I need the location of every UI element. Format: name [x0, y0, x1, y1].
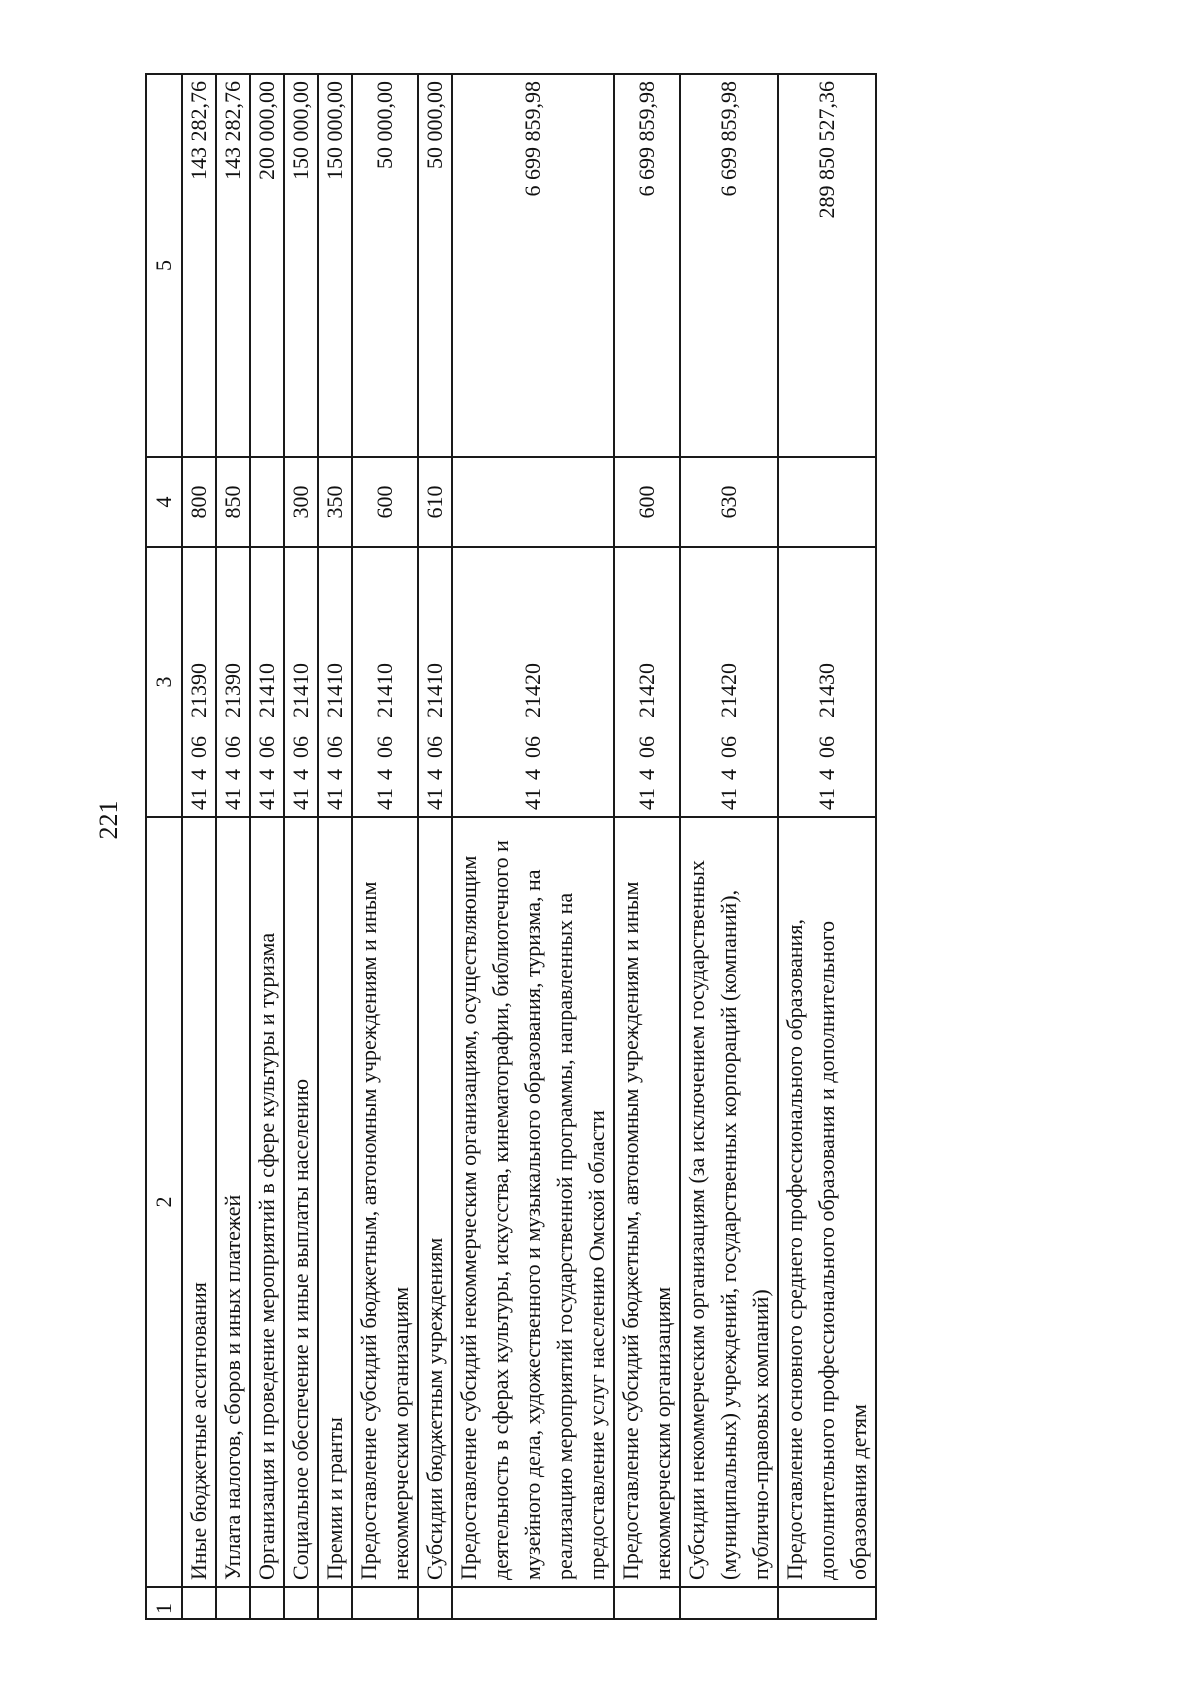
table-row [216, 74, 250, 1619]
row-kvr: 800 [182, 457, 216, 547]
code-part: 41 [634, 788, 659, 810]
code-part: 4 [220, 769, 245, 780]
row-code [318, 547, 352, 817]
code-part: 06 [220, 736, 245, 758]
row-code [250, 547, 284, 817]
row-amount: 150 000,00 [284, 74, 318, 457]
row-amount: 143 282,76 [182, 74, 216, 457]
row-code [216, 547, 250, 817]
row-amount: 200 000,00 [250, 74, 284, 457]
row-kvr: 630 [680, 457, 778, 547]
code-part: 41 [814, 788, 839, 810]
row-kvr [452, 457, 614, 547]
row-amount: 50 000,00 [352, 74, 418, 457]
code-part: 21390 [220, 663, 245, 718]
row-index-cell [614, 1587, 680, 1619]
row-name: Организация и проведение мероприятий в сфере культуры и туризма [250, 817, 284, 1587]
row-index-cell [778, 1587, 876, 1619]
row-amount: 6 699 859,98 [680, 74, 778, 457]
row-amount: 150 000,00 [318, 74, 352, 457]
code-part: 4 [322, 769, 347, 780]
code-part: 06 [186, 736, 211, 758]
code-part: 41 [254, 788, 279, 810]
code-part: 06 [372, 736, 397, 758]
table-row [250, 74, 284, 1619]
row-index-cell [352, 1587, 418, 1619]
code-part: 4 [254, 769, 279, 780]
row-amount: 50 000,00 [418, 74, 452, 457]
row-index-cell [182, 1587, 216, 1619]
row-index-cell [284, 1587, 318, 1619]
code-part: 21410 [322, 663, 347, 718]
row-name: Предоставление субсидий бюджетным, автономным учреждениям и иным некоммерческим организациям [352, 817, 418, 1587]
code-part: 4 [372, 769, 397, 780]
code-part: 21420 [634, 663, 659, 718]
row-kvr: 850 [216, 457, 250, 547]
code-part: 06 [814, 736, 839, 758]
code-part: 21410 [422, 663, 447, 718]
code-part: 21420 [716, 663, 741, 718]
row-index-cell [318, 1587, 352, 1619]
row-amount: 6 699 859,98 [452, 74, 614, 457]
table-row [284, 74, 318, 1619]
table-row [778, 74, 876, 1619]
row-code [778, 547, 876, 817]
row-code [352, 547, 418, 817]
row-name: Субсидии некоммерческим организациям (за исключением государственных (муниципальных) учреждений, государственных корпораций (компаний), публично-правовых компаний) [680, 817, 778, 1587]
code-part: 06 [716, 736, 741, 758]
row-index-cell [418, 1587, 452, 1619]
row-name: Субсидии бюджетным учреждениям [418, 817, 452, 1587]
table-row [352, 74, 418, 1619]
row-index-cell [250, 1587, 284, 1619]
row-name: Иные бюджетные ассигнования [182, 817, 216, 1587]
table-row [182, 74, 216, 1619]
page-number: 221 [94, 800, 123, 840]
table-row [614, 74, 680, 1619]
code-part: 41 [716, 788, 741, 810]
code-part: 41 [422, 788, 447, 810]
row-index-cell [216, 1587, 250, 1619]
code-part: 21410 [288, 663, 313, 718]
code-part: 41 [186, 788, 211, 810]
code-part: 4 [634, 769, 659, 780]
budget-table [145, 73, 877, 1620]
row-code [614, 547, 680, 817]
row-name: Уплата налогов, сборов и иных платежей [216, 817, 250, 1587]
row-kvr: 600 [352, 457, 418, 547]
row-name: Социальное обеспечение и иные выплаты населению [284, 817, 318, 1587]
code-part: 21430 [814, 663, 839, 718]
row-kvr: 350 [318, 457, 352, 547]
code-part: 06 [288, 736, 313, 758]
table-row [318, 74, 352, 1619]
code-part: 06 [254, 736, 279, 758]
row-amount: 143 282,76 [216, 74, 250, 457]
row-name: Предоставление субсидий бюджетным, автономным учреждениям и иным некоммерческим организациям [614, 817, 680, 1587]
code-part: 4 [288, 769, 313, 780]
row-amount: 289 850 527,36 [778, 74, 876, 457]
row-code [452, 547, 614, 817]
row-name: Предоставление основного среднего профессионального образования, дополнительного профессионального образования и дополнительного образования детям [778, 817, 876, 1587]
table-row [452, 74, 614, 1619]
code-part: 4 [520, 769, 545, 780]
row-code [418, 547, 452, 817]
code-part: 41 [322, 788, 347, 810]
code-part: 41 [288, 788, 313, 810]
row-index-cell [452, 1587, 614, 1619]
table-row [680, 74, 778, 1619]
code-part: 41 [520, 788, 545, 810]
row-kvr: 600 [614, 457, 680, 547]
header-col-4: 4 [146, 457, 182, 547]
row-kvr: 610 [418, 457, 452, 547]
code-part: 06 [634, 736, 659, 758]
row-amount: 6 699 859,98 [614, 74, 680, 457]
code-part: 06 [520, 736, 545, 758]
row-code [182, 547, 216, 817]
code-part: 41 [220, 788, 245, 810]
header-row [146, 74, 182, 1619]
code-part: 41 [372, 788, 397, 810]
row-code [680, 547, 778, 817]
code-part: 21410 [372, 663, 397, 718]
code-part: 06 [322, 736, 347, 758]
code-part: 21390 [186, 663, 211, 718]
row-kvr [250, 457, 284, 547]
budget-table-rotated [145, 75, 877, 1620]
code-part: 21420 [520, 663, 545, 718]
row-kvr: 300 [284, 457, 318, 547]
row-kvr [778, 457, 876, 547]
code-part: 21410 [254, 663, 279, 718]
table-row [418, 74, 452, 1619]
code-part: 4 [186, 769, 211, 780]
code-part: 4 [716, 769, 741, 780]
row-name: Предоставление субсидий некоммерческим организациям, осуществляющим деятельность в сферах культуры, искусства, кинематографии, библиотечного и музейного дела, художественного и музыкального образования, туризма, на реализацию мероприятий государственной программы, направленных на предоставление услуг населению Омской области [452, 817, 614, 1587]
header-col-3: 3 [146, 547, 182, 817]
code-part: 4 [814, 769, 839, 780]
row-code [284, 547, 318, 817]
row-index-cell [680, 1587, 778, 1619]
header-col-2: 2 [146, 817, 182, 1587]
code-part: 06 [422, 736, 447, 758]
header-col-5: 5 [146, 74, 182, 457]
row-name: Премии и гранты [318, 817, 352, 1587]
code-part: 4 [422, 769, 447, 780]
header-col-1: 1 [146, 1587, 182, 1619]
